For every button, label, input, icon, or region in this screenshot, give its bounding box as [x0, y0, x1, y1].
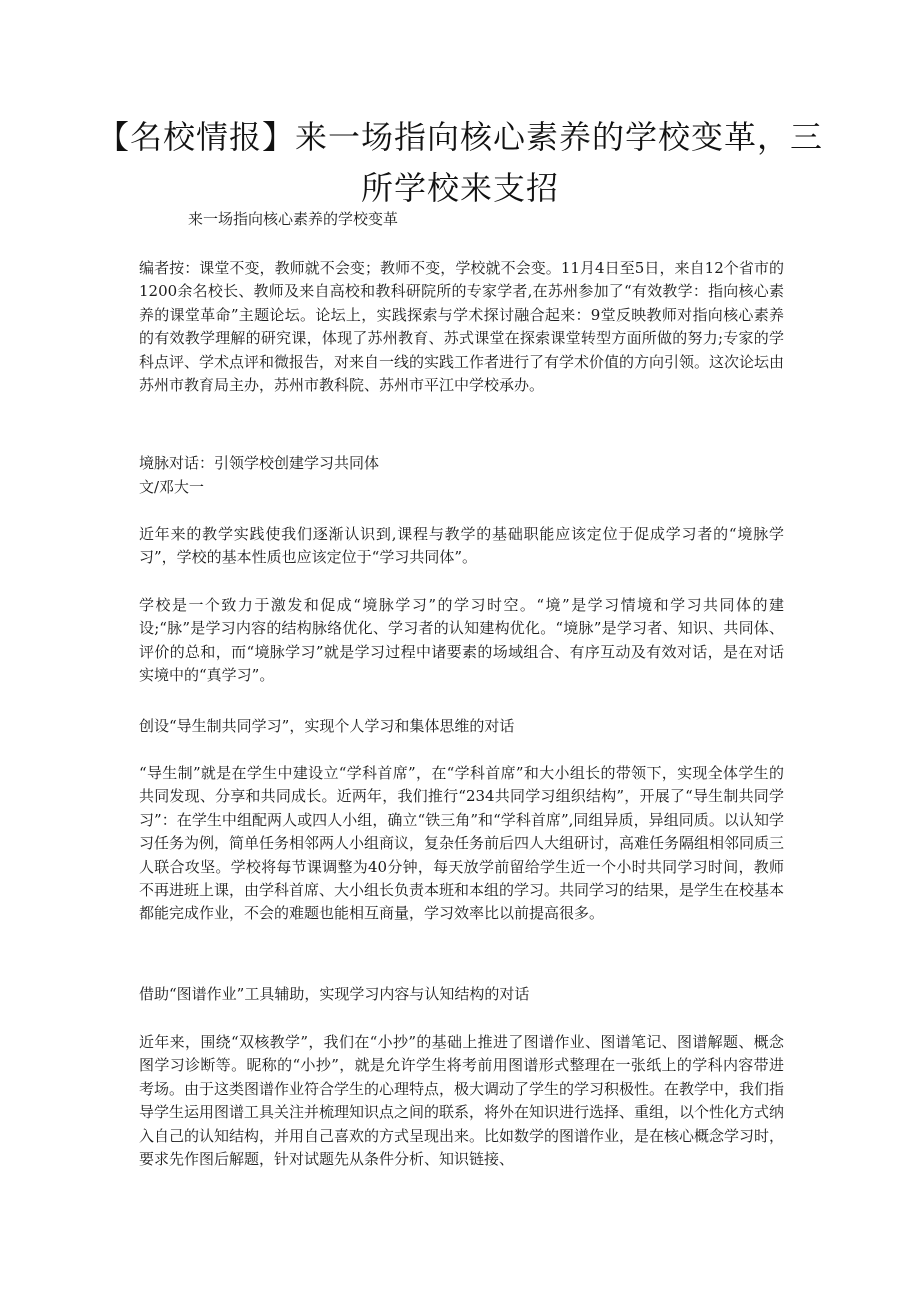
paragraph-2: 学校是一个致力于激发和促成“境脉学习”的学习时空。“境”是学习情境和学习共同体的建设;“脉”是学习内容的结构脉络优化、学习者的认知建构优化。“境脉”是学习者、知识、共同体、评价的总和，而“境脉学习”就是学习过程中诸要素的场域组合、有序互动及有效对话，是在对话实境中的“真学习”。: [139, 596, 784, 685]
editor-note-paragraph: 编者按：课堂不变，教师就不会变；教师不变，学校就不会变。11月4日至5日，来自12个省市的1200余名校长、教师及来自高校和教科研院所的专家学者,在苏州参加了“有效教学：指向核心素养的课堂革命”主题论坛。论坛上，实践探索与学术探讨融合起来：9堂反映教师对指向核心素养的有效教学理解的研究课，体现了苏州教育、苏式课堂在探索课堂转型方面所做的努力;专家的学科点评、学术点评和微报告，对来自一线的实践工作者进行了有学术价值的方向引领。这次论坛由苏州市教育局主办，苏州市教科院、苏州市平江中学校承办。: [139, 259, 785, 395]
subheading-2: 借助“图谱作业”工具辅助，实现学习内容与认知结构的对话: [139, 985, 530, 1003]
author-line: 文/邓大一: [139, 478, 205, 496]
paragraph-3: “导生制”就是在学生中建设立“学科首席”，在“学科首席”和大小组长的带领下，实现全体学生的共同发现、分享和共同成长。近两年，我们推行“234共同学习组织结构”，开展了“导生制共同学习”：在学生中组配两人或四人小组，确立“铁三角”和“学科首席”,同组异质，异组同质。以认知学习任务为例，简单任务相邻两人小组商议，复杂任务前后四人大组研讨，高难任务隔组相邻同质三人联合攻坚。学校将每节课调整为40分钟，每天放学前留给学生近一个小时共同学习时间，教师不再进班上课，由学科首席、大小组长负责本班和本组的学习。共同学习的结果，是学生在校基本都能完成作业，不会的难题也能相互商量，学习效率比以前提高很多。: [139, 764, 785, 923]
paragraph-1: 近年来的教学实践使我们逐渐认识到,课程与教学的基础职能应该定位于促成学习者的“境脉学习”，学校的基本性质也应该定位于“学习共同体”。: [139, 525, 784, 567]
section-title: 境脉对话：引领学校创建学习共同体: [139, 454, 380, 472]
article-subtitle: 来一场指向核心素养的学校变革: [188, 210, 399, 228]
subheading-1: 创设“导生制共同学习”，实现个人学习和集体思维的对话: [139, 717, 515, 735]
paragraph-4: 近年来，围绕“双核教学”，我们在“小抄”的基础上推进了图谱作业、图谱笔记、图谱解题、概念图学习诊断等。昵称的“小抄”，就是允许学生将考前用图谱形式整理在一张纸上的学科内容带进考场。由于这类图谱作业符合学生的心理特点，极大调动了学生的学习积极性。在教学中，我们指导学生运用图谱工具关注并梳理知识点之间的联系，将外在知识进行选择、重组，以个性化方式纳入自己的认知结构，并用自己喜欢的方式呈现出来。比如数学的图谱作业，是在核心概念学习时，要求先作图后解题，针对试题先从条件分析、知识链接、: [139, 1033, 785, 1169]
article-title: 【名校情报】来一场指向核心素养的学校变革，三所学校来支招: [96, 118, 823, 207]
